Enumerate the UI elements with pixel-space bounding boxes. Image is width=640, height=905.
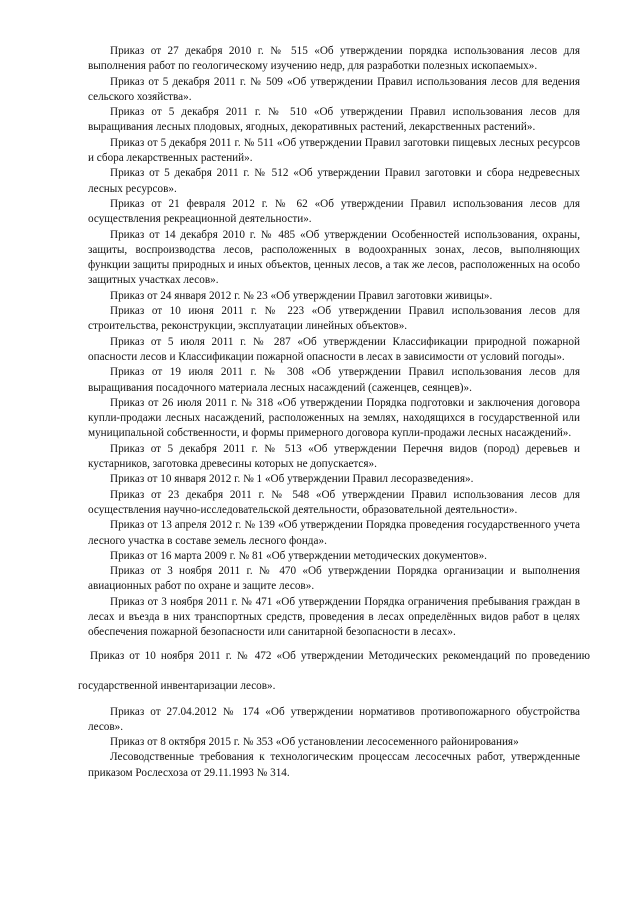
paragraph-order-471: Приказ от 3 ноября 2011 г. № 471 «Об утверждении Порядка ограничения пребывания граждан в лесах и въезда в них транспортных средств, проведения в лесах определённых видов работ в целях обеспечения пожарной безопасности или санитарной безопасности в лесах». <box>88 595 580 639</box>
paragraph-order-62: Приказ от 21 февраля 2012 г. № 62 «Об утверждении Правил использования лесов для осуществления рекреационной деятельности». <box>88 197 580 226</box>
paragraph-order-174: Приказ от 27.04.2012 № 174 «Об утверждении нормативов противопожарного обустройства лесов». <box>88 705 580 733</box>
paragraph-order-308: Приказ от 19 июля 2011 г. № 308 «Об утверждении Правил использования лесов для выращивания посадочного материала лесных насаждений (саженцев, сеянцев)». <box>88 366 580 394</box>
paragraph-order-472: Приказ от 10 ноября 2011 г. № 472 «Об утверждении Методических рекомендаций по проведению государственной инвентаризации лесов». <box>78 649 590 692</box>
paragraph-order-470: Приказ от 3 ноября 2011 г. № 470 «Об утверждении Порядка организации и выполнения авиационных работ по охране и защите лесов». <box>88 565 580 593</box>
paragraph-order-512: Приказ от 5 декабря 2011 г. № 512 «Об утверждении Правил заготовки и сбора недревесных лесных ресурсов». <box>88 167 580 195</box>
paragraph-order-353: Приказ от 8 октября 2015 г. № 353 «Об установлении лесосеменного районирования» <box>110 736 519 749</box>
paragraph-order-23: Приказ от 24 января 2012 г. № 23 «Об утверждении Правил заготовки живицы». <box>110 289 493 302</box>
paragraph-order-513: Приказ от 5 декабря 2011 г. № 513 «Об утверждении Перечня видов (пород) деревьев и кустарников, заготовка древесины которых не допускается». <box>88 442 580 471</box>
paragraph-requirements-314: Лесоводственные требования к технологическим процессам лесосечных работ, утвержденные приказом Рослесхоза от 29.11.1993 № 314. <box>88 751 580 779</box>
paragraph-order-515: Приказ от 27 декабря 2010 г. № 515 «Об утверждении порядка использования лесов для выполнения работ по геологическому изучению недр, для разработки полезных ископаемых». <box>88 45 580 73</box>
paragraph-order-139: Приказ от 13 апреля 2012 г. № 139 «Об утверждении Порядка проведения государственного учета лесного участка в составе земель лесного фонда». <box>88 519 580 547</box>
paragraph-order-511: Приказ от 5 декабря 2011 г. № 511 «Об утверждении Правил заготовки пищевых лесных ресурсов и сбора лекарственных растений». <box>88 136 580 165</box>
paragraph-order-223: Приказ от 10 июня 2011 г. № 223 «Об утверждении Правил использования лесов для строительства, реконструкции, эксплуатации линейных объектов». <box>88 305 580 333</box>
paragraph-order-81: Приказ от 16 марта 2009 г. № 81 «Об утверждении методических документов». <box>110 549 487 562</box>
paragraph-order-1: Приказ от 10 января 2012 г. № 1 «Об утверждении Правил лесоразведения». <box>110 473 474 486</box>
paragraph-order-510: Приказ от 5 декабря 2011 г. № 510 «Об утверждении Правил использования лесов для выращивания лесных плодовых, ягодных, декоративных растений, лекарственных растений». <box>88 106 580 134</box>
paragraph-order-287: Приказ от 5 июля 2011 г. № 287 «Об утверждении Классификации природной пожарной опасности лесов и Классификации пожарной опасности в лесах в зависимости от условий погоды». <box>88 335 580 363</box>
paragraph-order-485: Приказ от 14 декабря 2010 г. № 485 «Об утверждении Особенностей использования, охраны, защиты, воспроизводства лесов, расположенных в водоохранных зонах, лесов, выполняющих функции защиты природных и иных объектов, ценных лесов, а так же лесов, расположенных на особо защитных участках лесов». <box>88 228 580 287</box>
paragraph-order-509: Приказ от 5 декабря 2011 г. № 509 «Об утверждении Правил использования лесов для ведения сельского хозяйства». <box>88 75 580 103</box>
paragraph-order-548: Приказ от 23 декабря 2011 г. № 548 «Об утверждении Правил использования лесов для осуществления научно-исследовательской деятельности, образовательной деятельности». <box>88 488 580 516</box>
document-page <box>78 44 590 781</box>
paragraph-order-318: Приказ от 26 июля 2011 г. № 318 «Об утверждении Порядка подготовки и заключения договора купли-продажи лесных насаждений, расположенных на землях, находящихся в государственной или муниципальной собственности, и формы примерного договора купли-продажи лесных насаждений». <box>88 396 580 440</box>
